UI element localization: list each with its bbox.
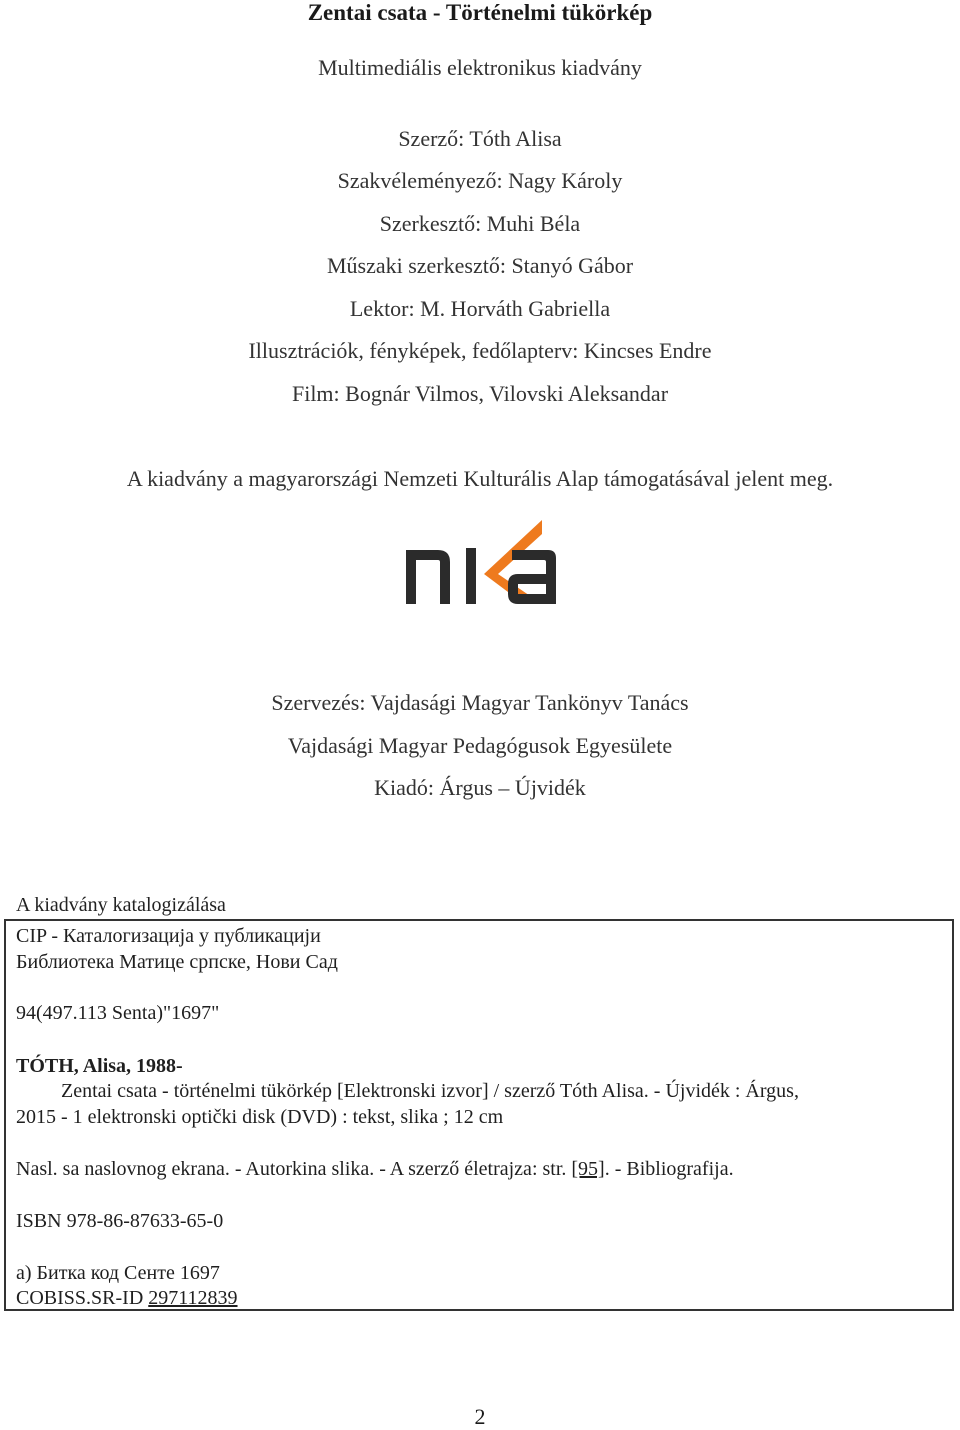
nka-logo	[400, 516, 558, 612]
credit-film: Film: Bognár Vilmos, Vilovski Aleksandar	[291, 381, 669, 406]
catalog-heading: A kiadvány katalogizálása	[16, 894, 226, 916]
notes-suffix: . - Bibliografija.	[604, 1158, 734, 1180]
subject-line: а) Битка код Сенте 1697	[16, 1262, 220, 1284]
credit-illustrations: Illusztrációk, fényképek, fedőlapterv: Kincses Endre	[248, 338, 712, 363]
notes-page-link[interactable]: [95]	[571, 1158, 605, 1180]
page-number: 2	[474, 1404, 486, 1429]
physical-description: 2015 - 1 elektronski optički disk (DVD) : tekst, slika ; 12 cm	[16, 1106, 504, 1128]
credit-proofreader: Lektor: M. Horváth Gabriella	[349, 296, 611, 321]
association-line: Vajdasági Magyar Pedagógusok Egyesülete	[287, 733, 673, 758]
author-entry: TÓTH, Alisa, 1988-	[16, 1055, 183, 1077]
cobiss-label: COBISS.SR-ID	[16, 1287, 149, 1309]
title-entry: Zentai csata - történelmi tükörkép [Elektronski izvor] / szerző Tóth Alisa. - Újvidék : Árgus,	[61, 1080, 799, 1102]
library-line: Библиотека Матице српске, Нови Сад	[16, 951, 338, 973]
credit-editor: Szerkesztő: Muhi Béla	[379, 211, 581, 236]
notes-text: Nasl. sa naslovnog ekrana. - Autorkina slika. - A szerző életrajza: str.	[16, 1158, 572, 1180]
support-note: A kiadvány a magyarországi Nemzeti Kulturális Alap támogatásával jelent meg.	[126, 466, 834, 491]
cip-label: CIP - Каталогизација у публикацији	[16, 925, 321, 947]
credit-author: Szerző: Tóth Alisa	[398, 126, 562, 151]
isbn-line: ISBN 978-86-87633-65-0	[16, 1210, 224, 1232]
credit-reviewer: Szakvéleményező: Nagy Károly	[337, 168, 623, 193]
cobiss-id-link[interactable]: 297112839	[148, 1287, 238, 1309]
notes-line	[16, 1158, 734, 1181]
document-subtitle: Multimediális elektronikus kiadvány	[318, 55, 642, 80]
publisher-line: Kiadó: Árgus – Újvidék	[374, 775, 586, 800]
document-title: Zentai csata - Történelmi tükörkép	[307, 0, 653, 25]
credit-technical-editor: Műszaki szerkesztő: Stanyó Gábor	[326, 253, 634, 278]
cobiss-line	[16, 1287, 238, 1310]
organizer-line: Szervezés: Vajdasági Magyar Tankönyv Tanács	[271, 690, 689, 715]
cip-record-box	[4, 919, 954, 1311]
udc-code: 94(497.113 Senta)"1697"	[16, 1002, 220, 1024]
